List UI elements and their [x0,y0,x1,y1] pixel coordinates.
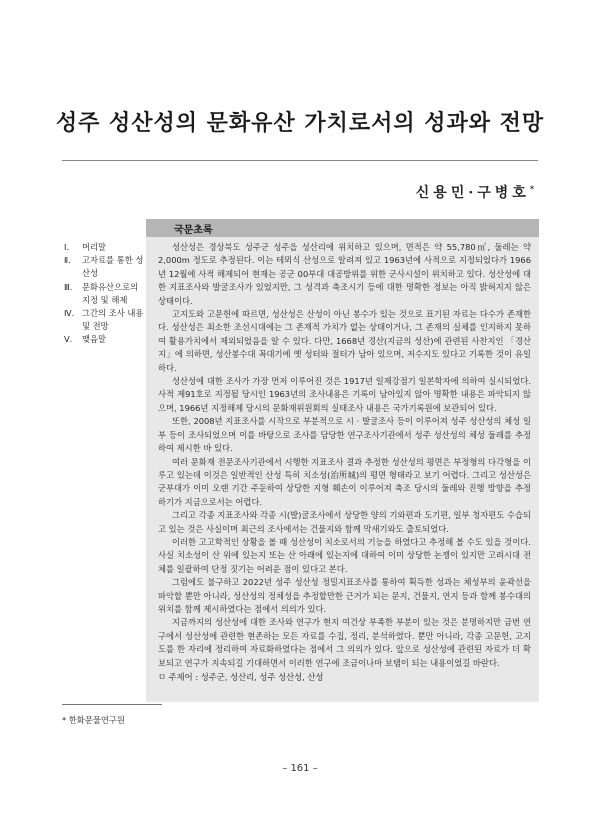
abstract-box [146,219,539,702]
paper-title: 성주 성산성의 문화유산 가치로서의 성과와 전망 [55,110,545,136]
abstract-paragraph: 그리고 각종 지표조사와 각종 시(발)굴조사에서 상당한 양의 기와편과 도기편, 일부 청자편도 수습되고 있는 것은 사실이며 최근의 조사에서는 건물지와 함께 막새기와도 출토되었다. [158,510,531,534]
abstract-paragraph: 고지도와 고문헌에 따르면, 성산성은 산성이 아닌 봉수가 있는 것으로 표기된 자료는 다수가 존재한다. 성산성은 최소한 조선시대에는 그 존재적 가치가 없는 상태이거나, 그 존재의 실체를 인지하지 못하여 활용가치에서 제외되었음을 알 수 있다. 다만, 1668년 경산(지금의 성산)에 관련된 사찬지인 「경산지」에 의하면, 성산봉수대 꼭대기에 옛 성터와 절터가 남아 있으며, 저수지도 있다고 기록한 것이 유일하다. [158,309,531,373]
toc-number: Ⅴ. [64,334,73,345]
toc-number: Ⅳ. [64,308,75,319]
abstract-heading: 국문초록 [174,225,213,236]
toc-label: 맺음말 [82,334,107,345]
toc-item [64,254,146,280]
toc-label: 문화유산으로의 지정 및 해제 [82,281,139,305]
authors [416,182,534,202]
title-divider [62,160,538,161]
abstract-paragraph: 여러 문화재 전문조사기관에서 시행한 지표조사 결과 추정한 성산성의 평면은 부정형의 다각형을 이루고 있는데 이것은 일반적인 산성 특히 치소성(治所城)의 평면 형태라고 보기 어렵다. 그리고 성산성은 군부대가 이미 오랜 기간 주둔하여 상당한 지형 훼손이 이루어져 축조 당시의 둘레와 진행 방향을 추정하기가 지금으로서는 어렵다. [158,456,531,507]
toc-label: 머리말 [82,242,107,252]
footnote-divider [62,704,162,705]
keywords: ㅁ 주제어 : 성주군, 성산리, 성주 성산성, 산성 [158,672,324,682]
toc-number: Ⅲ. [64,281,73,292]
toc-item [64,307,146,333]
toc-item [64,241,146,254]
abstract-paragraph: 성산성은 경상북도 성주군 성주읍 성산리에 위치하고 있으며, 면적은 약 55,780㎡, 둘레는 약 2,000m 정도로 추정된다. 이는 테뫼식 산성으로 알려져 있고 1963년에 사적으로 지정되었다가 1966년 12월에 사적 해제되어 현재는 공군 00부대 대공방위를 위한 군사시설이 위치하고 있다. 성산성에 대한 지표조사와 발굴조사가 있었지만, 그 성격과 축조시기 등에 대한 명확한 정보는 아직 밝혀지지 않은 상태이다. [158,242,531,306]
toc-item [64,281,146,307]
toc-number: Ⅰ. [64,242,70,252]
toc-label: 그간의 조사 내용 및 전망 [82,308,144,332]
abstract-paragraph: 지금까지의 성산성에 대한 조사와 연구가 현지 여건상 부족한 부분이 있는 것은 분명하지만 금번 연구에서 성산성에 관련한 현존하는 모든 자료를 수집, 정리, 분석하였다. 뿐만 아니라, 각종 고문헌, 고지도를 한 자리에 정리하여 자료화하였다는 점에서 그 의의가 있다. 앞으로 성산성에 관련된 자료가 더 확보되고 연구가 지속되길 기대하면서 이러한 연구에 조금이나마 보탬이 되는 내용이었길 바란다. [158,617,531,668]
footnote: * 한화문물연구원 [62,715,125,725]
table-of-contents [64,241,146,347]
abstract-paragraph: 성산성에 대한 조사가 가장 먼저 이루어진 것은 1917년 일제강점기 일본학자에 의하여 실시되었다. 사적 제91호로 지정될 당시인 1963년의 조사내용은 기록이 남아있지 않아 명확한 내용은 파악되지 않으며, 1966년 지정해제 당시의 문화재위원회의 실태조사 내용은 국가기록원에 보관되어 있다. [158,376,531,413]
abstract-paragraph: 그럼에도 불구하고 2022년 성주 성산성 정밀지표조사를 통하여 획득한 성과는 체성부의 윤곽선을 파악할 뿐만 아니라, 성산성의 정체성을 추정할만한 근거가 되는 문지, 건물지, 연지 등과 함께 봉수대의 위치를 함께 제시하였다는 점에서 의의가 있다. [158,577,531,614]
page-number: – 161 – [282,763,318,774]
abstract-body [158,241,531,670]
author-footnote-mark: * [529,183,534,194]
abstract-paragraph: 이러한 고고학적인 상황을 볼 때 성산성이 치소로서의 기능을 하였다고 추정해 볼 수도 있을 것이다. 사실 치소성이 산 위에 있는지 또는 산 아래에 있는지에 대하여 이미 상당한 논쟁이 있지만 고려시대 전체를 일괄하여 단정 짓기는 어려운 점이 있다고 본다. [158,536,531,574]
abstract-paragraph: 또한, 2008년 지표조사를 시작으로 부분적으로 시 · 발굴조사 등이 이루어져 성주 성산성의 체성 일부 등이 조사되었으며 이를 바탕으로 조사를 담당한 연구조사기관에서 성주 성산성의 체성 둘레를 추정하여 제시한 바 있다. [158,416,531,454]
toc-number: Ⅱ. [64,255,71,266]
toc-label: 고자료를 통한 성산성 [82,255,144,279]
author-names: 신용민·구병호 [415,185,530,201]
toc-item [64,333,146,346]
abstract-header [146,219,539,237]
